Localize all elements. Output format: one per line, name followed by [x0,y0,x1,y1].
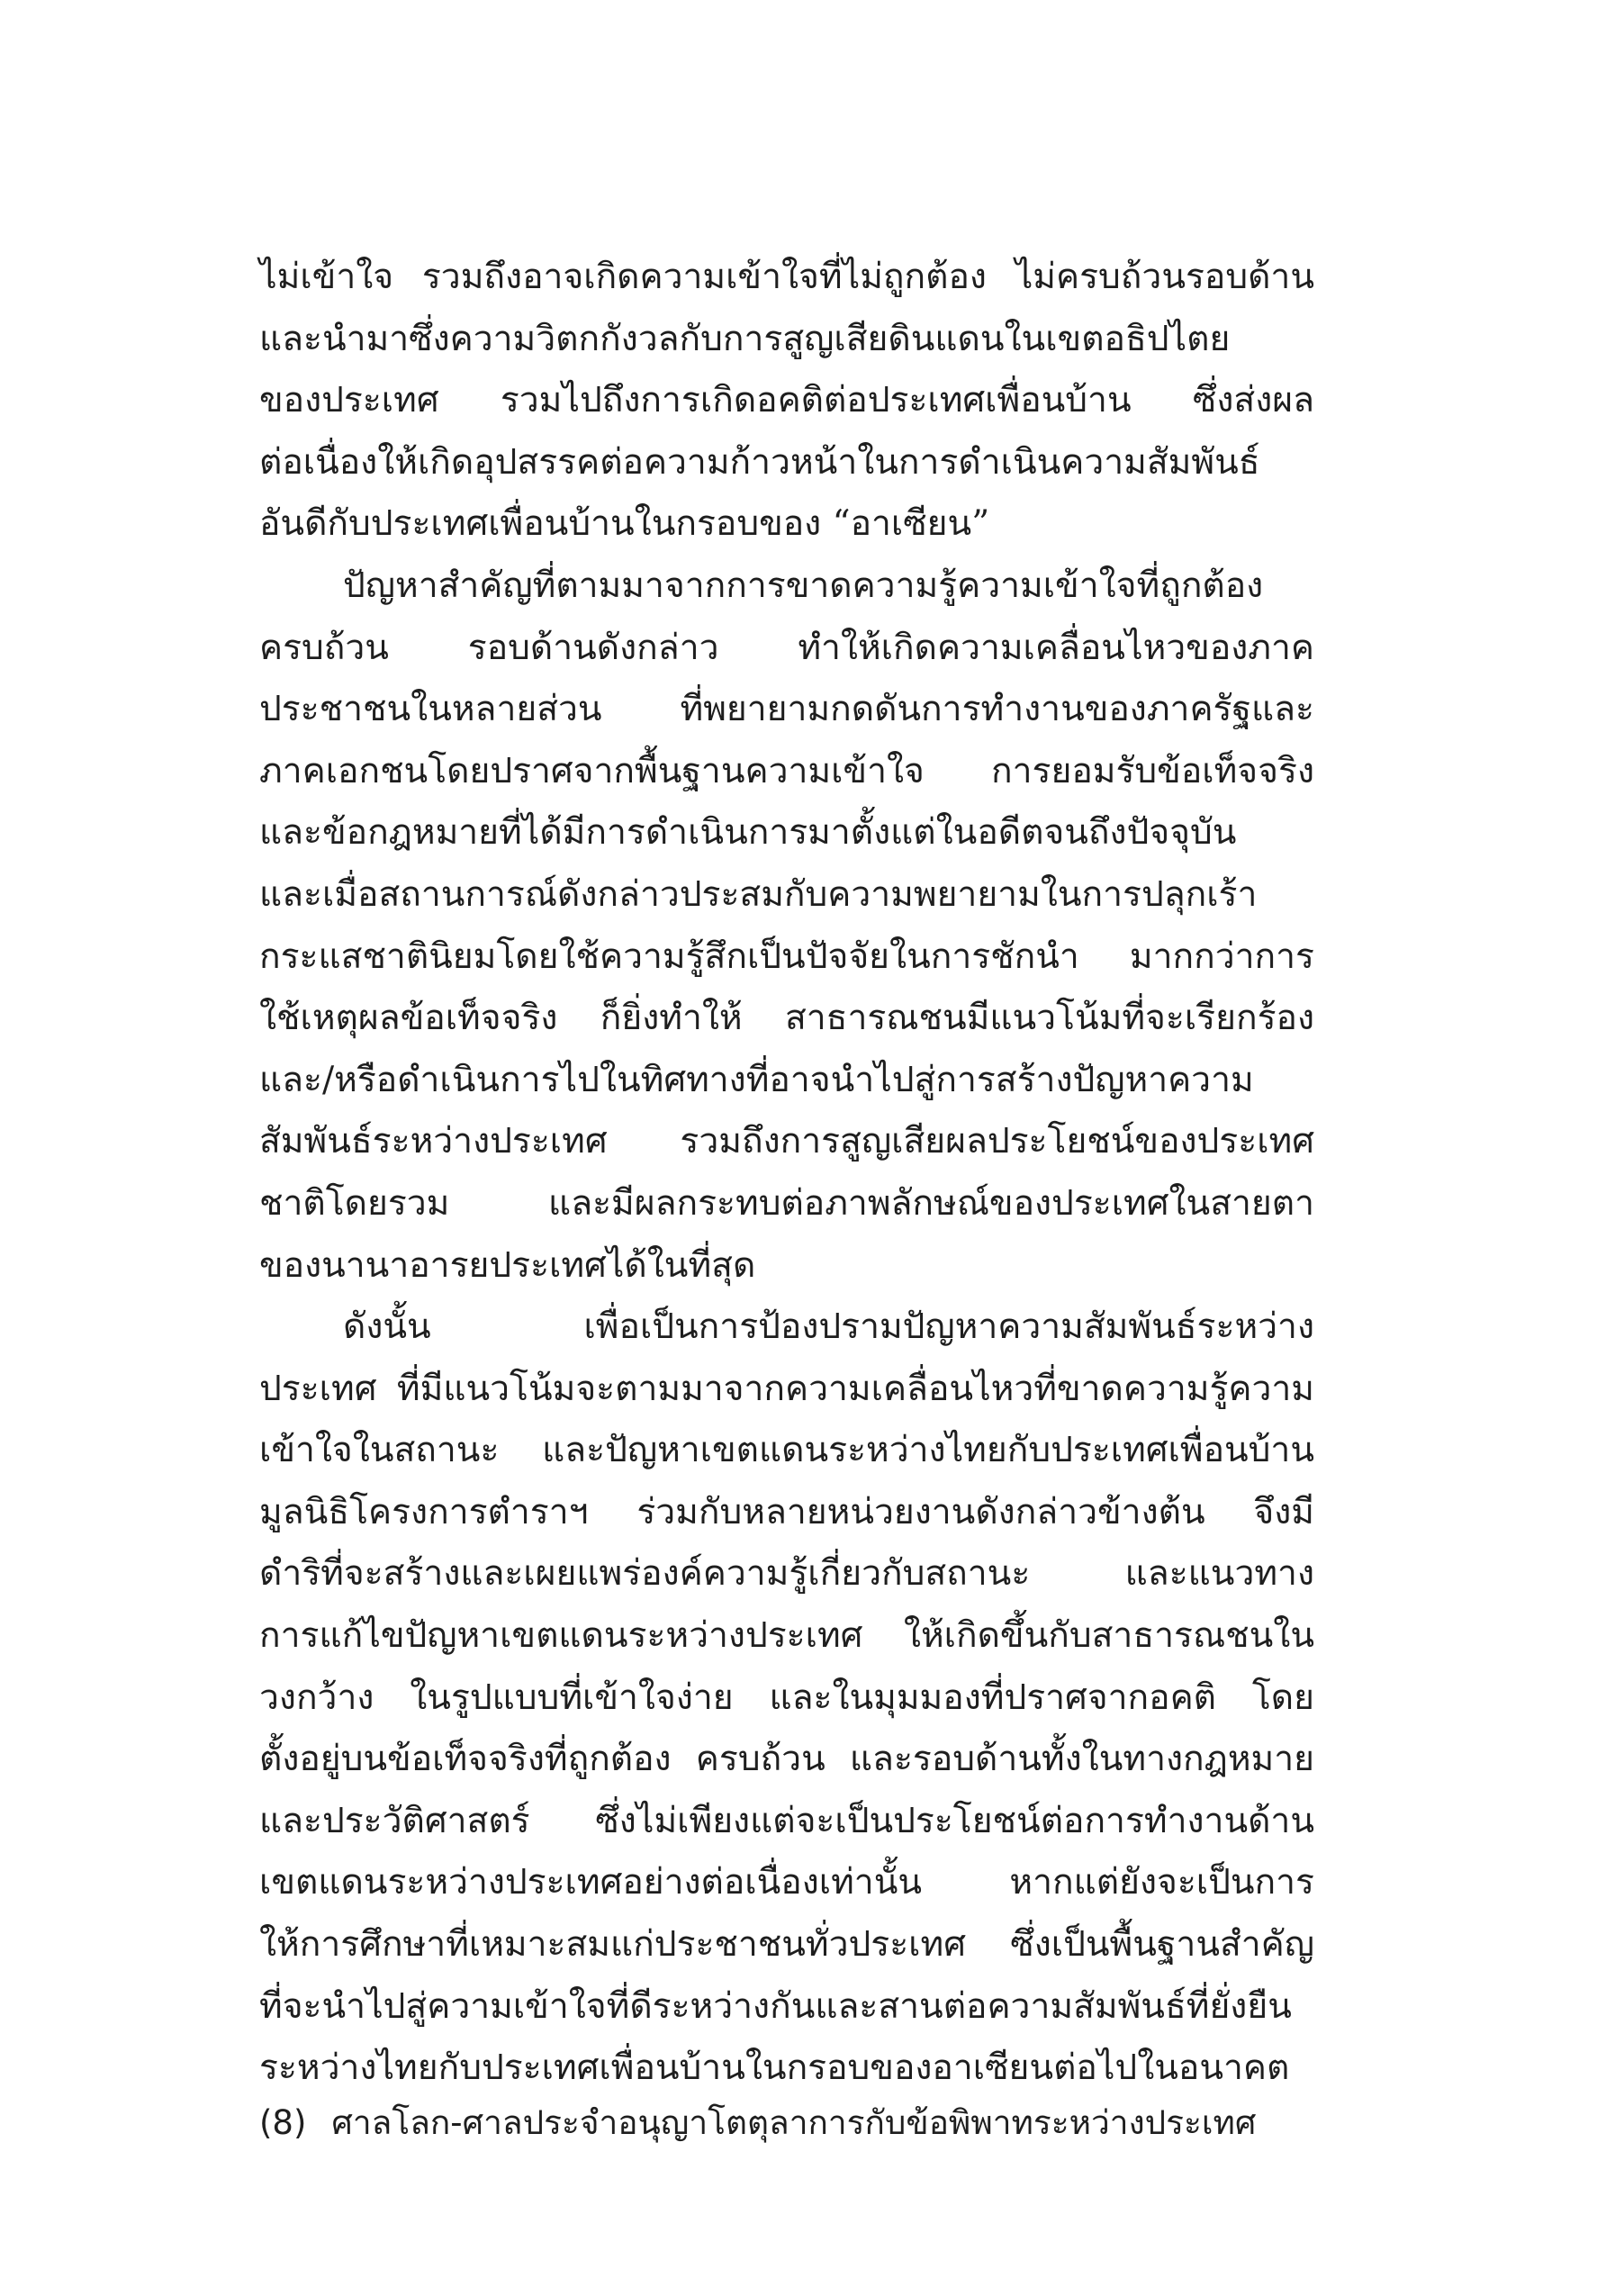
text-line: กระแสชาตินิยมโดยใช้ความรู้สึกเป็นปัจจัยในการชักนำ มากกว่าการ [259,936,1314,977]
text-line: ใช้เหตุผลข้อเท็จจริง ก็ยิ่งทำให้ สาธารณชนมีแนวโน้มที่จะเรียกร้อง [259,998,1314,1039]
body-text [259,247,1314,2100]
text-line: วงกว้าง ในรูปแบบที่เข้าใจง่าย และในมุมมองที่ปราศจากอคติ โดย [259,1677,1314,1718]
text-line: ต่อเนื่องให้เกิดอุปสรรคต่อความก้าวหน้าในการดำเนินความสัมพันธ์ [259,441,1260,483]
book-title: ศาลโลก-ศาลประจำอนุญาโตตุลาการกับข้อพิพาทระหว่างประเทศ [331,2103,1257,2142]
text-line: การแก้ไขปัญหาเขตแดนระหว่างประเทศ ให้เกิดขึ้นกับสาธารณชนใน [259,1615,1314,1657]
text-line: เข้าใจในสถานะ และปัญหาเขตแดนระหว่างไทยกับประเทศเพื่อนบ้าน [259,1430,1314,1471]
text-line: เขตแดนระหว่างประเทศอย่างต่อเนื่องเท่านั้น หากแต่ยังจะเป็นการ [259,1862,1314,1903]
text-line: และนำมาซึ่งความวิตกกังวลกับการสูญเสียดินแดนในเขตอธิปไตย [259,318,1231,359]
page-number: (8) [259,2103,307,2142]
text-line: ชาติโดยรวม และมีผลกระทบต่อภาพลักษณ์ของประเทศในสายตา [259,1182,1314,1224]
text-line: ครบถ้วน รอบด้านดังกล่าว ทำให้เกิดความเคลื่อนไหวของภาค [259,627,1314,668]
text-line: ภาคเอกชนโดยปราศจากพื้นฐานความเข้าใจ การยอมรับข้อเท็จจริง [259,750,1314,791]
text-line: ระหว่างไทยกับประเทศเพื่อนบ้านในกรอบของอาเซียนต่อไปในอนาคต [259,2047,1290,2089]
page-footer [259,2096,1340,2149]
text-line: ดังนั้น เพื่อเป็นการป้องปรามปัญหาความสัมพันธ์ระหว่าง [343,1306,1314,1348]
paragraph [259,1297,1314,2100]
text-line: ตั้งอยู่บนข้อเท็จจริงที่ถูกต้อง ครบถ้วน และรอบด้านทั้งในทางกฎหมาย [259,1739,1314,1780]
text-line: ไม่เข้าใจ รวมถึงอาจเกิดความเข้าใจที่ไม่ถูกต้อง ไม่ครบถ้วนรอบด้าน [259,257,1314,297]
text-line: ของประเทศ รวมไปถึงการเกิดอคติต่อประเทศเพื่อนบ้าน ซึ่งส่งผล [259,380,1314,421]
text-line: ประเทศ ที่มีแนวโน้มจะตามมาจากความเคลื่อนไหวที่ขาดความรู้ความ [259,1368,1314,1409]
text-line: และประวัติศาสตร์ ซึ่งไม่เพียงแต่จะเป็นประโยชน์ต่อการทำงานด้าน [259,1800,1314,1841]
text-line: และเมื่อสถานการณ์ดังกล่าวประสมกับความพยายามในการปลุกเร้า [259,873,1258,915]
text-line: และ/หรือดำเนินการไปในทิศทางที่อาจนำไปสู่การสร้างปัญหาความ [259,1059,1254,1100]
text-line: ของนานาอารยประเทศได้ในที่สุด [259,1244,756,1286]
text-line: ที่จะนำไปสู่ความเข้าใจที่ดีระหว่างกันและสานต่อความสัมพันธ์ที่ยั่งยืน [259,1985,1292,2027]
text-line: ปัญหาสำคัญที่ตามมาจากการขาดความรู้ความเข้าใจที่ถูกต้อง [343,565,1264,606]
text-line: และข้อกฎหมายที่ได้มีการดำเนินการมาตั้งแต่ในอดีตจนถึงปัจจุบัน [259,812,1237,854]
paragraph [259,247,1314,556]
text-line: มูลนิธิโครงการตำราฯ ร่วมกับหลายหน่วยงานดังกล่าวข้างต้น จึงมี [259,1491,1314,1532]
text-line: สัมพันธ์ระหว่างประเทศ รวมถึงการสูญเสียผลประโยชน์ของประเทศ [259,1121,1314,1162]
text-line: ประชาชนในหลายส่วน ที่พยายามกดดันการทำงานของภาครัฐและ [259,689,1314,730]
text-line: ดำริที่จะสร้างและเผยแพร่องค์ความรู้เกี่ยวกับสถานะ และแนวทาง [259,1553,1314,1595]
text-line: ให้การศึกษาที่เหมาะสมแก่ประชาชนทั่วประเทศ ซึ่งเป็นพื้นฐานสำคัญ [259,1924,1314,1966]
paragraph [259,556,1314,1297]
text-line: อันดีกับประเทศเพื่อนบ้านในกรอบของ “อาเซียน” [259,503,990,545]
